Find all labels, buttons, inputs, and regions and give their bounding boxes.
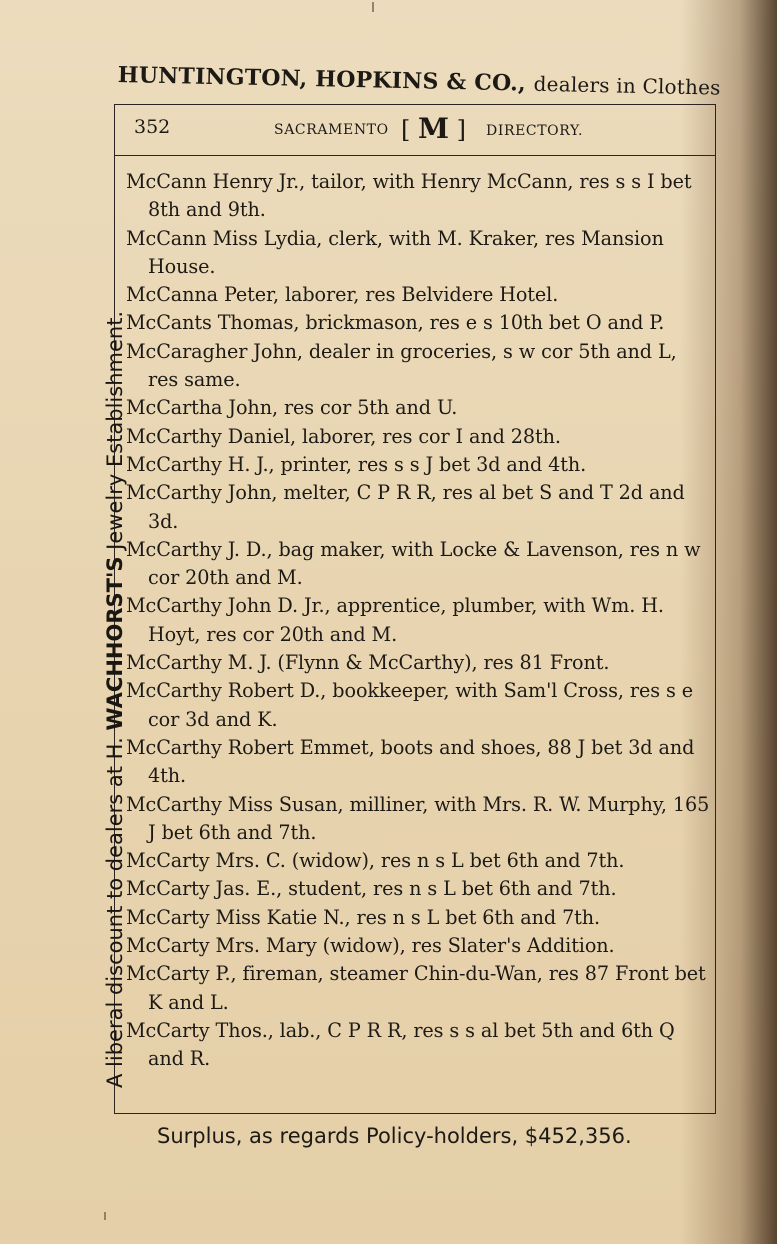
directory-entry: McCarthy J. D., bag maker, with Locke & Lavenson, res n w cor 20th and M. bbox=[126, 537, 701, 590]
directory-entry: McCarthy Daniel, laborer, res cor I and 28th. bbox=[126, 424, 561, 448]
directory-entry: McCarty Thos., lab., C P R R, res s s al bet 5th and 6th Q and R. bbox=[126, 1018, 675, 1071]
paper-speck bbox=[104, 1212, 106, 1220]
directory-entry: McCarty Mrs. C. (widow), res n s L bet 6th and 7th. bbox=[126, 849, 625, 873]
open-bracket: [ bbox=[401, 116, 411, 144]
directory-entry: McCarthy John D. Jr., apprentice, plumber, with Wm. H. Hoyt, res cor 20th and M. bbox=[126, 594, 664, 646]
frame-top-rule bbox=[114, 104, 716, 105]
directory-entry: McCarty Miss Katie N., res n s L bet 6th and 7th. bbox=[126, 905, 601, 929]
directory-entry: McCarthy John, melter, C P R R, res al bet S and T 2d and 3d. bbox=[126, 481, 685, 533]
frame-bottom-rule bbox=[114, 1113, 716, 1114]
directory-entries bbox=[126, 168, 711, 1074]
header-trade: dealers in Clothes bbox=[533, 71, 721, 100]
running-head-letter bbox=[401, 112, 466, 145]
directory-entry: McCarthy Miss Susan, milliner, with Mrs. R. W. Murphy, 165 J bet 6th and 7th. bbox=[126, 792, 710, 844]
page-number: 352 bbox=[134, 116, 171, 138]
running-head bbox=[134, 114, 709, 148]
directory-entry: McCants Thomas, brickmason, res e s 10th bet O and P. bbox=[126, 311, 665, 335]
directory-entry: McCarty P., fireman, steamer Chin-du-Wan, res 87 Front bet K and L. bbox=[126, 962, 706, 1014]
directory-entry: McCartha John, res cor 5th and U. bbox=[126, 396, 458, 420]
directory-entry: McCarthy Robert D., bookkeeper, with Sam'l Cross, res s e cor 3d and K. bbox=[126, 679, 693, 731]
header-firm-name: HUNTINGTON, HOPKINS & CO., bbox=[117, 62, 527, 97]
running-head-rule bbox=[114, 155, 716, 156]
directory-entry: McCann Henry Jr., tailor, with Henry McCann, res s s I bet 8th and 9th. bbox=[126, 170, 692, 222]
directory-entry: McCarty Mrs. Mary (widow), res Slater's Addition. bbox=[126, 934, 615, 958]
directory-entry: McCanna Peter, laborer, res Belvidere Hotel. bbox=[126, 283, 559, 307]
page-header-advert bbox=[117, 62, 737, 101]
side-advert-suffix: Jewelry Establishment. bbox=[103, 310, 127, 557]
directory-entry: McCarthy Robert Emmet, boots and shoes, 88 J bet 3d and 4th. bbox=[126, 735, 695, 788]
directory-entry: McCaragher John, dealer in groceries, s w cor 5th and L, res same. bbox=[126, 339, 677, 392]
directory-entry: McCarty Jas. E., student, res n s L bet 6th and 7th. bbox=[126, 877, 617, 901]
footer-advert: Surplus, as regards Policy-holders, $452,356. bbox=[157, 1124, 632, 1148]
side-advert bbox=[103, 128, 127, 1088]
close-bracket: ] bbox=[456, 116, 467, 144]
directory-entry: McCarthy H. J., printer, res s s J bet 3d and 4th. bbox=[126, 452, 587, 476]
section-letter: M bbox=[418, 112, 450, 145]
side-advert-name: WACHHORST'S bbox=[103, 556, 127, 731]
directory-entry: McCarthy M. J. (Flynn & McCarthy), res 81 Front. bbox=[126, 651, 610, 675]
side-advert-prefix: A liberal discount to dealers at H. bbox=[103, 730, 127, 1088]
running-head-city: SACRAMENTO bbox=[274, 122, 389, 138]
directory-entry: McCann Miss Lydia, clerk, with M. Kraker, res Mansion House. bbox=[126, 226, 664, 278]
paper-speck bbox=[372, 2, 374, 12]
running-head-directory: DIRECTORY. bbox=[486, 123, 584, 139]
